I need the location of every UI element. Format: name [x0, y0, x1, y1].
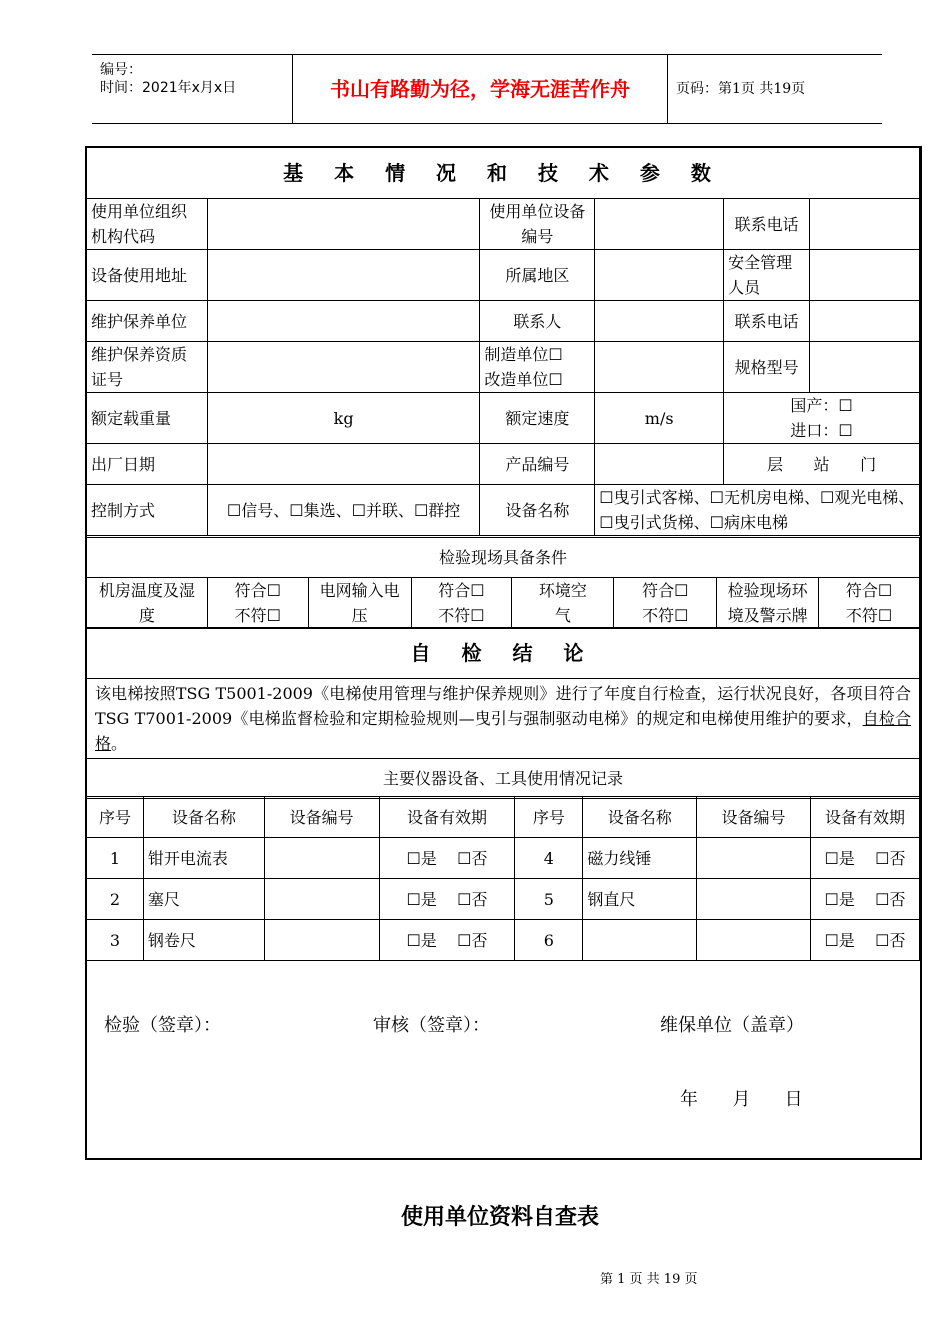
nok-checkbox[interactable]: 不符☐ — [234, 606, 281, 625]
row-code[interactable] — [697, 838, 811, 879]
domestic-checkbox[interactable]: 国产：☐ — [790, 396, 853, 415]
table-row — [87, 879, 920, 920]
ok-checkbox[interactable]: 符合☐ — [845, 581, 893, 600]
speed-unit: m/s — [595, 393, 724, 444]
nok-checkbox[interactable]: 不符☐ — [642, 606, 689, 625]
row-name: 磁力线锤 — [583, 838, 697, 879]
address-label: 设备使用地址 — [87, 250, 208, 301]
row-no: 5 — [515, 879, 583, 920]
row-name: 钢直尺 — [583, 879, 697, 920]
load-label: 额定载重量 — [87, 393, 208, 444]
next-section-title: 使用单位资料自查表 — [400, 1205, 599, 1230]
number-label: 编号： — [100, 62, 142, 78]
qual-cert-value[interactable] — [207, 342, 480, 393]
basic-info-table — [86, 147, 920, 536]
row-valid[interactable]: ☐是 ☐否 — [810, 838, 919, 879]
floors-field[interactable]: 层 站 门 — [724, 444, 920, 485]
col-header: 序号 — [515, 797, 583, 838]
conclusion-title: 自 检 结 论 — [87, 628, 920, 679]
ok-checkbox[interactable]: 符合☐ — [642, 581, 689, 600]
site-title: 检验现场具备条件 — [87, 538, 920, 578]
date-value[interactable] — [207, 444, 480, 485]
warn-check[interactable] — [819, 578, 920, 629]
modifier-checkbox[interactable]: 改造单位☐ — [484, 370, 563, 389]
basic-title: 基 本 情 况 和 技 术 参 数 — [87, 148, 920, 199]
row-code[interactable] — [697, 879, 811, 920]
conclusion-text-cell — [87, 679, 920, 759]
header-meta — [92, 55, 292, 123]
col-header: 设备名称 — [583, 797, 697, 838]
row-code[interactable] — [697, 920, 811, 961]
product-no-label: 产品编号 — [480, 444, 595, 485]
table-row — [87, 838, 920, 879]
row-valid[interactable]: ☐是 ☐否 — [379, 879, 515, 920]
phone-label-2: 联系电话 — [724, 301, 810, 342]
maker-checkbox[interactable]: 制造单位☐ — [484, 345, 563, 364]
header-motto: 书山有路勤为径，学海无涯苦作舟 — [292, 55, 668, 123]
room-label: 机房温度及湿度 — [87, 578, 208, 629]
row-valid[interactable]: ☐是 ☐否 — [810, 879, 919, 920]
maint-unit-value[interactable] — [207, 301, 480, 342]
room-check[interactable] — [207, 578, 308, 629]
row-code[interactable] — [264, 920, 379, 961]
review-signature[interactable]: 审核（签章）： — [373, 1015, 490, 1036]
col-header: 设备编号 — [264, 797, 379, 838]
phone-label: 联系电话 — [724, 199, 810, 250]
row-no: 3 — [87, 920, 144, 961]
row-no: 4 — [515, 838, 583, 879]
row-valid[interactable]: ☐是 ☐否 — [810, 920, 919, 961]
qual-cert-label: 维护保养资质证号 — [87, 342, 208, 393]
imported-checkbox[interactable]: 进口：☐ — [790, 421, 853, 440]
row-name: 塞尺 — [143, 879, 264, 920]
col-header: 序号 — [87, 797, 144, 838]
time-label: 时间：2021年x月x日 — [100, 80, 237, 96]
device-no-label: 使用单位设备编号 — [480, 199, 595, 250]
row-no: 6 — [515, 920, 583, 961]
env-check[interactable] — [614, 578, 717, 629]
col-header: 设备有效期 — [810, 797, 919, 838]
safety-mgr-value[interactable] — [810, 250, 920, 301]
site-conditions-table — [86, 537, 920, 629]
row-name: 钳开电流表 — [143, 838, 264, 879]
contact-label: 联系人 — [480, 301, 595, 342]
safety-mgr-label: 安全管理人员 — [724, 250, 810, 301]
origin-cell — [724, 393, 920, 444]
date-label: 出厂日期 — [87, 444, 208, 485]
maint-unit-label: 维护保养单位 — [87, 301, 208, 342]
load-unit: kg — [207, 393, 480, 444]
table-row — [87, 920, 920, 961]
model-value[interactable] — [810, 342, 920, 393]
org-code-value[interactable] — [207, 199, 480, 250]
conclusion-table — [86, 627, 920, 799]
col-header: 设备编号 — [697, 797, 811, 838]
unit-seal[interactable]: 维保单位（盖章） — [660, 1015, 804, 1036]
org-code-label: 使用单位组织机构代码 — [87, 199, 208, 250]
row-name — [583, 920, 697, 961]
row-code[interactable] — [264, 838, 379, 879]
nok-checkbox[interactable]: 不符☐ — [845, 606, 893, 625]
speed-label: 额定速度 — [480, 393, 595, 444]
nok-checkbox[interactable]: 不符☐ — [438, 606, 485, 625]
page-header — [92, 54, 882, 124]
maker-value[interactable] — [595, 342, 724, 393]
region-value[interactable] — [595, 250, 724, 301]
ok-checkbox[interactable]: 符合☐ — [438, 581, 485, 600]
phone-value[interactable] — [810, 199, 920, 250]
ok-checkbox[interactable]: 符合☐ — [234, 581, 281, 600]
row-valid[interactable]: ☐是 ☐否 — [379, 920, 515, 961]
page-footer: 第 1 页 共 19 页 — [600, 1272, 698, 1287]
device-no-value[interactable] — [595, 199, 724, 250]
row-name: 钢卷尺 — [143, 920, 264, 961]
product-no-value[interactable] — [595, 444, 724, 485]
contact-value[interactable] — [595, 301, 724, 342]
grid-check[interactable] — [411, 578, 512, 629]
sign-date[interactable]: 年 月 日 — [680, 1089, 803, 1110]
row-valid[interactable]: ☐是 ☐否 — [379, 838, 515, 879]
conclusion-result: 自检合格 — [95, 709, 911, 753]
grid-label: 电网输入电压 — [308, 578, 411, 629]
col-header: 设备名称 — [143, 797, 264, 838]
conclusion-end: 。 — [111, 734, 128, 753]
inspect-signature[interactable]: 检验（签章）： — [104, 1015, 221, 1036]
row-no: 1 — [87, 838, 144, 879]
warn-label: 检验现场环境及警示牌 — [717, 578, 819, 629]
phone-value-2[interactable] — [810, 301, 920, 342]
maker-modifier-cell — [480, 342, 595, 393]
instruments-table — [86, 796, 920, 961]
instruments-title: 主要仪器设备、工具使用情况记录 — [87, 759, 920, 799]
device-name-options[interactable]: ☐曳引式客梯、☐无机房电梯、☐观光电梯、☐曳引式货梯、☐病床电梯 — [595, 485, 920, 536]
region-label: 所属地区 — [480, 250, 595, 301]
row-code[interactable] — [264, 879, 379, 920]
env-label: 环境空气 — [512, 578, 614, 629]
control-options[interactable]: ☐信号、☐集选、☐并联、☐群控 — [207, 485, 480, 536]
control-label: 控制方式 — [87, 485, 208, 536]
address-value[interactable] — [207, 250, 480, 301]
model-label: 规格型号 — [724, 342, 810, 393]
col-header: 设备有效期 — [379, 797, 515, 838]
row-no: 2 — [87, 879, 144, 920]
device-name-label: 设备名称 — [480, 485, 595, 536]
conclusion-text: 该电梯按照TSG T5001-2009《电梯使用管理与维护保养规则》进行了年度自行检查，运行状况良好，各项目符合TSG T7001-2009《电梯监督检验和定期检验规则—曳引与强制驱动电梯》的规定和电梯使用维护的要求， — [95, 684, 911, 728]
header-page: 页码：第1页 共19页 — [676, 81, 806, 97]
